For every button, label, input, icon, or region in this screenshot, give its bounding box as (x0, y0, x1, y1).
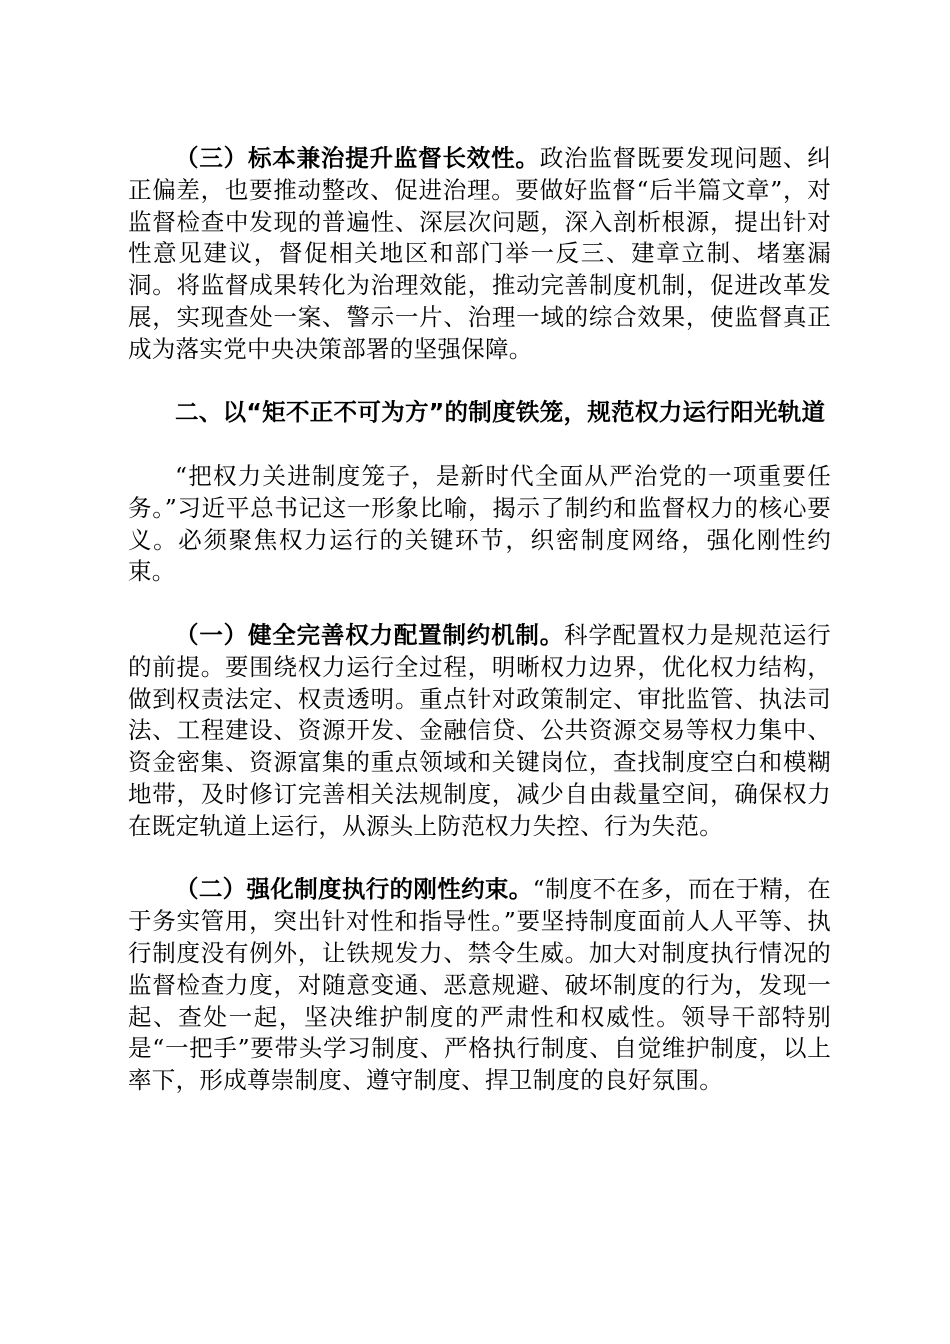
paragraph-body: 政治监督既要发现问题、纠正偏差，也要推动整改、促进治理。要做好监督“后半篇文章”，对监督检查中发现的普遍性、深层次问题，深入剖析根源，提出针对性意见建议，督促相关地区和部门举一反三、建章立制、堵塞漏洞。将监督成果转化为治理效能，推动完善制度机制，促进改革发展，实现查处一案、警示一片、治理一域的综合效果，使监督真正成为落实党中央决策部署的坚强保障。 (128, 144, 831, 363)
paragraph-power-allocation (128, 620, 831, 843)
paragraph-body: 科学配置权力是规范运行的前提。要围绕权力运行全过程，明晰权力边界，优化权力结构，做到权责法定、权责透明。重点针对政策制定、审批监管、执法司法、工程建设、资源开发、金融信贷、公共资源交易等权力集中、资金密集、资源富集的重点领域和关键岗位，查找制度空白和模糊地带，及时修订完善相关法规制度，减少自由裁量空间，确保权力在既定轨道上运行，从源头上防范权力失控、行为失范。 (128, 620, 831, 840)
paragraph-body: “把权力关进制度笼子，是新时代全面从严治党的一项重要任务。”习近平总书记这一形象比喻，揭示了制约和监督权力的核心要义。必须聚焦权力运行的关键环节，织密制度网络，强化刚性约束。 (128, 461, 831, 586)
document-page (128, 143, 831, 1097)
paragraph-lead: （二）强化制度执行的刚性约束。 (175, 875, 533, 904)
paragraph-supervision-effectiveness (128, 143, 831, 366)
paragraph-intro (128, 461, 831, 588)
paragraph-system-enforcement (128, 874, 831, 1097)
paragraph-lead: （一）健全完善权力配置制约机制。 (175, 620, 565, 649)
paragraph-lead: （三）标本兼治提升监督长效性。 (175, 144, 540, 172)
section-heading-2: 二、以“矩不正不可为方”的制度铁笼，规范权力运行阳光轨道 (175, 398, 826, 427)
paragraph-body: “制度不在多，而在于精，在于务实管用，突出针对性和指导性。”要坚持制度面前人人平等、执行制度没有例外，让铁规发力、禁令生威。加大对制度执行情况的监督检查力度，对随意变通、恶意规避、破坏制度的行为，发现一起、查处一起，坚决维护制度的严肃性和权威性。领导干部特别是“一把手”要带头学习制度、严格执行制度、自觉维护制度，以上率下，形成尊崇制度、遵守制度、捍卫制度的良好氛围。 (128, 875, 832, 1095)
